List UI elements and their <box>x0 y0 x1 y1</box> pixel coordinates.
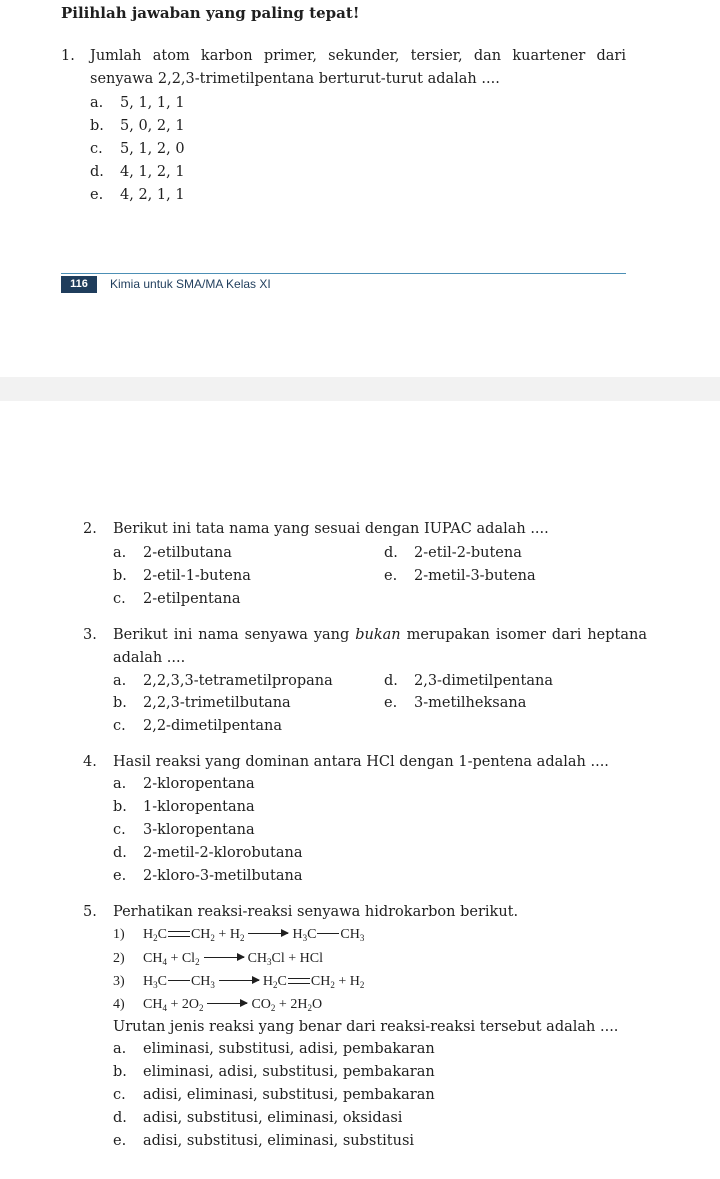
q3-option-c[interactable] <box>113 718 282 734</box>
reaction-4: 4) $CH_4 + 2O_2$ $CO_2 + 2H_2O$ <box>113 997 323 1013</box>
q1-line1: Jumlah atom karbon primer, sekunder, tersier, dan kuartener dari <box>90 48 626 64</box>
q3-option-a[interactable] <box>113 673 333 689</box>
book-title: Kimia untuk SMA/MA Kelas XI <box>110 277 271 291</box>
reaction-number: 2) <box>113 951 125 966</box>
q3-option-d[interactable] <box>384 673 553 689</box>
q4-number: 4. <box>83 754 97 770</box>
single-bond <box>317 933 339 934</box>
option-letter: a. <box>113 776 127 792</box>
reaction-number: 3) <box>113 974 125 989</box>
option-text: 1-kloropentana <box>143 799 255 815</box>
option-text: 2-etil-1-butena <box>143 568 251 584</box>
q5-question: Urutan jenis reaksi yang benar dari reaksi-reaksi tersebut adalah .... <box>113 1019 619 1035</box>
option-letter: b. <box>113 695 127 711</box>
instruction-heading: Pilihlah jawaban yang paling tepat! <box>61 4 360 22</box>
q4-option-c[interactable] <box>113 822 255 838</box>
page-number-badge: 116 <box>61 276 97 293</box>
q3-option-e[interactable] <box>384 695 526 711</box>
reaction-arrow-icon <box>207 1003 247 1004</box>
option-text: 2-metil-3-butena <box>414 568 536 584</box>
q5-option-d[interactable] <box>113 1110 402 1126</box>
option-letter: c. <box>113 591 126 607</box>
option-text: adisi, substitusi, eliminasi, oksidasi <box>143 1110 403 1126</box>
option-letter: e. <box>113 868 127 884</box>
q3-line2: adalah .... <box>113 650 186 666</box>
q3-emphasis: bukan <box>355 627 401 643</box>
option-text: 2-kloro-3-metilbutana <box>143 868 303 884</box>
option-text: adisi, substitusi, eliminasi, substitusi <box>143 1133 415 1149</box>
q1-option-e[interactable] <box>90 187 185 203</box>
reaction-number: 4) <box>113 997 125 1012</box>
q4-option-b[interactable] <box>113 799 255 815</box>
option-letter: a. <box>113 673 127 689</box>
q5-option-c[interactable] <box>113 1087 435 1103</box>
option-letter: d. <box>384 673 398 689</box>
q1-option-d[interactable] <box>90 164 185 180</box>
option-letter: b. <box>113 568 127 584</box>
single-bond <box>168 980 190 981</box>
option-letter: d. <box>113 845 127 861</box>
reaction-1: 1) $H_2C$ $CH_2 + H_2$ $H_3C$ $CH_3$ <box>113 927 365 943</box>
option-text: 5, 0, 2, 1 <box>120 118 185 134</box>
q5-option-b[interactable] <box>113 1064 435 1080</box>
option-text: 4, 1, 2, 1 <box>120 164 185 180</box>
q5-number: 5. <box>83 904 97 920</box>
option-text: eliminasi, substitusi, adisi, pembakaran <box>143 1041 435 1057</box>
option-letter: b. <box>90 118 104 134</box>
option-letter: d. <box>90 164 104 180</box>
option-letter: e. <box>384 568 398 584</box>
q2-option-b[interactable] <box>113 568 251 584</box>
option-letter: e. <box>90 187 104 203</box>
option-letter: d. <box>113 1110 127 1126</box>
q3-line1-post: merupakan isomer dari heptana <box>400 627 647 643</box>
reaction-arrow-icon <box>204 957 244 958</box>
q5-option-e[interactable] <box>113 1133 414 1149</box>
q4-option-d[interactable] <box>113 845 302 861</box>
option-text: 2,2-dimetilpentana <box>143 718 282 734</box>
option-letter: b. <box>113 1064 127 1080</box>
reaction-3: 3) $H_3C$ $CH_3$ $H_2C$ $CH_2 + H_2$ <box>113 974 365 990</box>
option-letter: c. <box>113 822 126 838</box>
option-text: 2-metil-2-klorobutana <box>143 845 303 861</box>
reaction-arrow-icon <box>248 933 288 934</box>
q2-number: 2. <box>83 521 97 537</box>
option-text: 2-etilpentana <box>143 591 241 607</box>
q1-number: 1. <box>61 48 75 64</box>
option-text: 4, 2, 1, 1 <box>120 187 185 203</box>
q2-option-c[interactable] <box>113 591 240 607</box>
q2-option-e[interactable] <box>384 568 536 584</box>
option-text: 3-metilheksana <box>414 695 527 711</box>
q1-line2: senyawa 2,2,3-trimetilpentana berturut-turut adalah .... <box>90 71 500 87</box>
option-text: 2,3-dimetilpentana <box>414 673 553 689</box>
footer-divider <box>61 273 626 274</box>
q1-option-a[interactable] <box>90 95 185 111</box>
option-letter: d. <box>384 545 398 561</box>
q4-option-e[interactable] <box>113 868 302 884</box>
double-bond <box>168 931 190 937</box>
option-letter: c. <box>90 141 103 157</box>
option-letter: a. <box>113 1041 127 1057</box>
q5-text: Perhatikan reaksi-reaksi senyawa hidrokarbon berikut. <box>113 904 519 920</box>
reaction-number: 1) <box>113 927 125 942</box>
option-letter: e. <box>113 1133 127 1149</box>
q5-option-a[interactable] <box>113 1041 435 1057</box>
option-text: 5, 1, 2, 0 <box>120 141 185 157</box>
q3-number: 3. <box>83 627 97 643</box>
q2-option-a[interactable] <box>113 545 232 561</box>
q4-text: Hasil reaksi yang dominan antara HCl dengan 1-pentena adalah .... <box>113 754 609 770</box>
option-text: 2-etilbutana <box>143 545 232 561</box>
option-text: 2,2,3,3-tetrametilpropana <box>143 673 333 689</box>
option-letter: c. <box>113 718 126 734</box>
option-letter: a. <box>90 95 104 111</box>
q1-option-b[interactable] <box>90 118 185 134</box>
option-letter: a. <box>113 545 127 561</box>
q4-option-a[interactable] <box>113 776 255 792</box>
q3-line1-pre: Berikut ini nama senyawa yang <box>113 627 356 643</box>
option-letter: c. <box>113 1087 126 1103</box>
option-text: 3-kloropentana <box>143 822 255 838</box>
option-letter: b. <box>113 799 127 815</box>
double-bond <box>288 978 310 984</box>
option-text: 2-etil-2-butena <box>414 545 522 561</box>
option-text: eliminasi, adisi, substitusi, pembakaran <box>143 1064 435 1080</box>
option-text: 5, 1, 1, 1 <box>120 95 185 111</box>
q3-option-b[interactable] <box>113 695 291 711</box>
reaction-2: 2) $CH_4 + Cl_2$ $CH_3Cl$ + HCl <box>113 951 323 967</box>
q2-option-d[interactable] <box>384 545 522 561</box>
option-text: adisi, eliminasi, substitusi, pembakaran <box>143 1087 435 1103</box>
option-text: 2,2,3-trimetilbutana <box>143 695 291 711</box>
q3-line1 <box>113 627 647 643</box>
q2-text: Berikut ini tata nama yang sesuai dengan IUPAC adalah .... <box>113 521 549 537</box>
q1-option-c[interactable] <box>90 141 185 157</box>
reaction-arrow-icon <box>219 980 259 981</box>
page-gap <box>0 377 720 401</box>
option-letter: e. <box>384 695 398 711</box>
option-text: 2-kloropentana <box>143 776 255 792</box>
